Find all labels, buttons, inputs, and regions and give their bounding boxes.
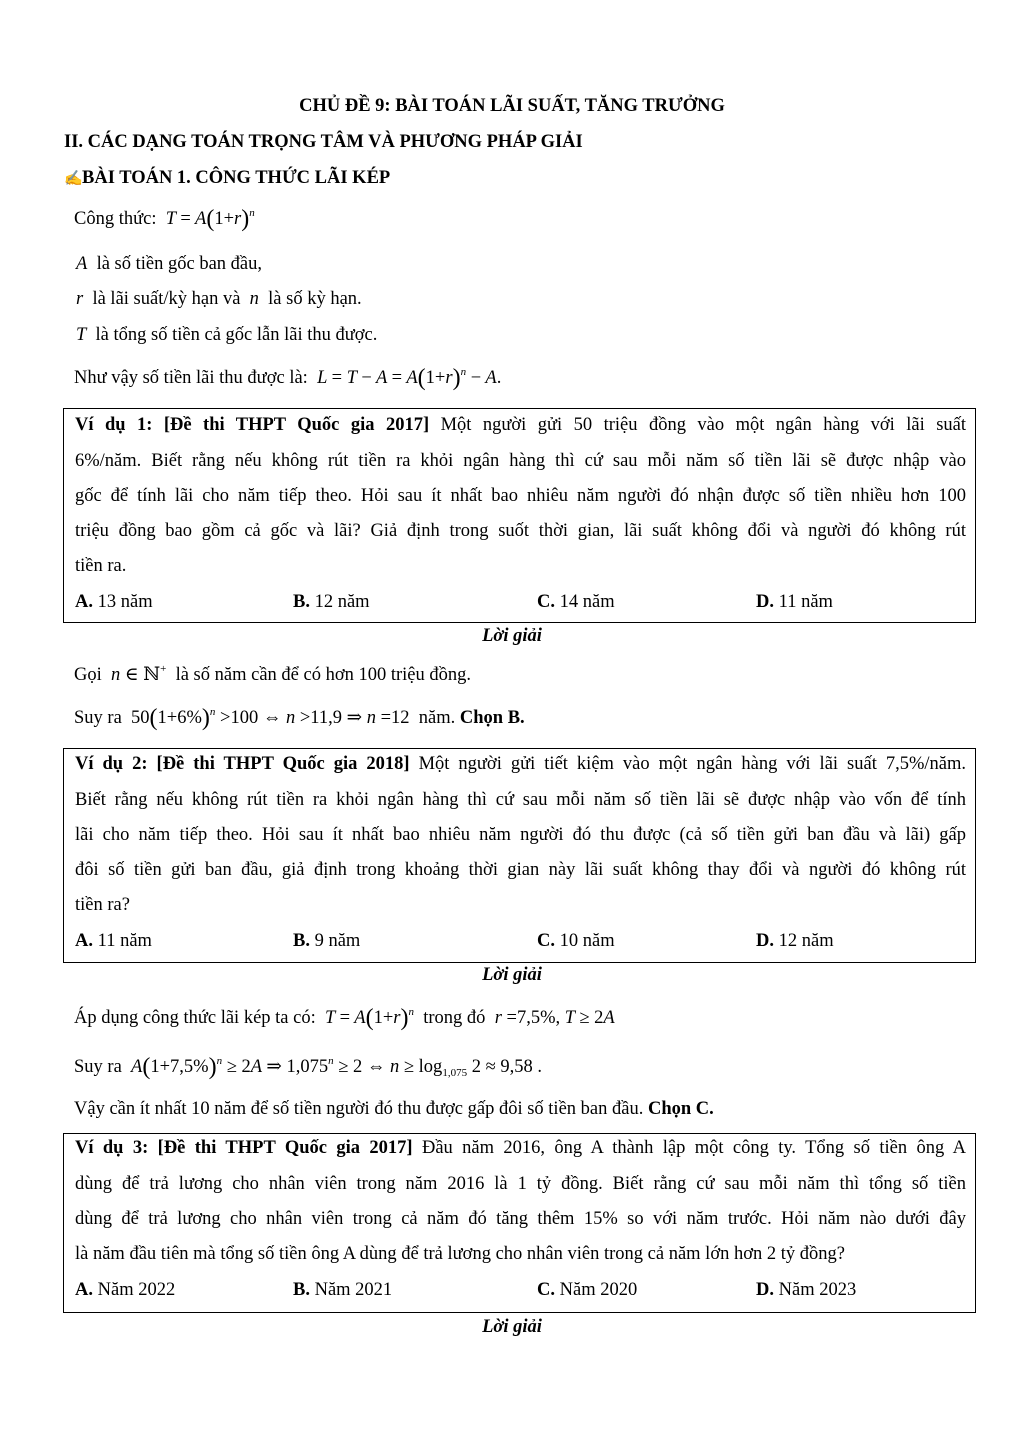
example-2-line-1	[75, 753, 966, 775]
example-2-solution-line-1	[74, 1007, 615, 1029]
formula-line	[74, 208, 255, 230]
example-1-solution-line-2	[74, 707, 525, 729]
interest-formula-line	[74, 367, 501, 389]
example-1-option-a: A. 13 năm	[75, 592, 153, 612]
solution-math: $50(1+6\%)^n >100$ ⇔ n >11,9 ⇒ n =12	[131, 705, 410, 731]
solution-math: n ∈ ℕ+	[106, 663, 167, 685]
example-3-label: Ví dụ 3:	[75, 1138, 149, 1158]
example-2-option-b: B. 9 năm	[293, 931, 361, 951]
answer-choice: Chọn B.	[459, 708, 525, 728]
example-1-solution-line-1	[74, 664, 471, 686]
page-title: CHỦ ĐỀ 9: BÀI TOÁN LÃI SUẤT, TĂNG TRƯỞNG	[299, 96, 725, 116]
example-1-source: [Đề thi THPT Quốc gia 2017]	[163, 415, 430, 435]
pencil-icon: ✍	[64, 171, 83, 187]
example-1-line-1	[75, 414, 966, 436]
definition-r-text: là lãi suất/kỳ hạn và	[92, 289, 241, 309]
example-3-option-b: B. Năm 2021	[293, 1280, 393, 1300]
example-3-option-d: D. Năm 2023	[756, 1280, 857, 1300]
var-r: r	[76, 289, 84, 309]
solution-text: năm.	[418, 708, 456, 728]
subsection-label: BÀI TOÁN 1. CÔNG THỨC LÃI KÉP	[82, 168, 391, 188]
example-3-option-c: C. Năm 2020	[537, 1280, 638, 1300]
solution-text: trong đó	[423, 1008, 486, 1028]
subsection-heading	[64, 167, 390, 190]
example-3-box	[63, 1133, 976, 1313]
example-2-solution-line-2	[74, 1056, 542, 1078]
var-T: T	[76, 325, 87, 345]
example-2-solution-title: Lời giải	[482, 965, 542, 985]
solution-math: $A(1+7,5\%)^n \ge 2A$ ⇒ 1,075$^n$ ≥ 2 ⇔ $n \ge \log_{1,075} 2 \approx 9,58$ .	[126, 1054, 542, 1080]
section-heading: II. CÁC DẠNG TOÁN TRỌNG TÂM VÀ PHƯƠNG PHÁP GIẢI	[64, 132, 583, 152]
definition-A-text: là số tiền gốc ban đầu,	[96, 254, 262, 274]
definition-r-n	[76, 288, 362, 310]
example-1-option-c: C. 14 năm	[537, 592, 615, 612]
example-1-line-5: tiền ra.	[75, 556, 127, 576]
example-3-solution-title: Lời giải	[482, 1317, 542, 1337]
solution-text: Áp dụng công thức lãi kép ta có:	[74, 1008, 316, 1028]
solution-text: Gọi	[74, 665, 102, 685]
example-2-line-3: lãi cho năm tiếp theo. Hỏi sau ít nhất bao nhiêu năm người đó thu được (cả số tiền gửi ban đầu và lãi) gấp	[75, 825, 966, 845]
example-1-line-3: gốc để tính lãi cho năm tiếp theo. Hỏi sau ít nhất bao nhiêu năm người đó nhận được số tiền nhiều hơn 100	[75, 486, 966, 506]
example-1-line-2: 6%/năm. Biết rằng nếu không rút tiền ra khỏi ngân hàng thì cứ sau mỗi năm số tiền lãi sẽ được nhập vào	[75, 451, 966, 471]
definition-n-text: là số kỳ hạn.	[268, 289, 362, 309]
example-3-line-4: là năm đầu tiên mà tổng số tiền ông A dùng để trả lương cho nhân viên trong cả năm lớn hơn 2 tỷ đồng?	[75, 1244, 845, 1264]
example-2-label: Ví dụ 2:	[75, 754, 148, 774]
definition-T	[76, 324, 377, 346]
example-3-line-2: dùng để trả lương cho nhân viên trong năm 2016 là 1 tỷ đồng. Biết rằng cứ sau mỗi năm thì tổng số tiền	[75, 1174, 966, 1194]
var-A: A	[76, 254, 88, 274]
formula-math: $T = A(1+r)^n$	[161, 206, 255, 232]
example-3-source: [Đề thi THPT Quốc gia 2017]	[157, 1138, 413, 1158]
solution-text: Suy ra	[74, 1057, 122, 1077]
example-3-line-3: dùng để trả lương cho nhân viên trong cả năm đó tăng thêm 15% so với năm trước. Hỏi năm nào dưới đây	[75, 1209, 966, 1229]
solution-text: Vậy cần ít nhất 10 năm để số tiền người đó thu được gấp đôi số tiền ban đầu.	[74, 1099, 644, 1119]
example-2-line-5: tiền ra?	[75, 895, 130, 915]
interest-math: $L = T - A = A(1+r)^n - A$.	[312, 365, 502, 391]
example-1-box	[63, 408, 976, 623]
example-1-option-b: B. 12 năm	[293, 592, 370, 612]
example-2-option-a: A. 11 năm	[75, 931, 152, 951]
definition-T-text: là tổng số tiền cả gốc lẫn lãi thu được.	[95, 325, 378, 345]
example-1-label: Ví dụ 1:	[75, 415, 153, 435]
formula-label: Công thức:	[74, 209, 157, 229]
solution-math: $T = A(1+r)^n$	[320, 1005, 414, 1031]
example-1-text: Một người gửi 50 triệu đồng vào một ngân hàng với lãi suất	[440, 415, 966, 435]
example-3-text: Đầu năm 2016, ông A thành lập một công ty. Tổng số tiền ông A	[421, 1138, 966, 1158]
definition-A	[76, 253, 262, 275]
var-n: n	[249, 289, 259, 309]
answer-choice: Chọn C.	[647, 1099, 714, 1119]
example-1-solution-title: Lời giải	[482, 626, 542, 646]
example-2-source: [Đề thi THPT Quốc gia 2018]	[156, 754, 410, 774]
example-2-text: Một người gửi tiết kiệm vào một ngân hàng với lãi suất 7,5%/năm.	[418, 754, 966, 774]
example-2-line-4: đôi số tiền gửi ban đầu, giả định trong khoảng thời gian này lãi suất không thay đổi và người đó không rút	[75, 860, 966, 880]
example-1-option-d: D. 11 năm	[756, 592, 833, 612]
example-2-option-c: C. 10 năm	[537, 931, 615, 951]
example-2-solution-line-3	[74, 1098, 714, 1120]
solution-text: Suy ra	[74, 708, 122, 728]
example-2-line-2: Biết rằng nếu không rút tiền ra khỏi ngân hàng thì cứ sau mỗi năm số tiền lãi sẽ được nhập vào vốn để tính	[75, 790, 966, 810]
solution-math: r =7,5%, T ≥ 2A	[490, 1008, 615, 1028]
example-3-line-1	[75, 1137, 966, 1159]
example-3-option-a: A. Năm 2022	[75, 1280, 176, 1300]
example-1-line-4: triệu đồng bao gồm cả gốc và lãi? Giả định trong suốt thời gian, lãi suất không đổi và người đó không rút	[75, 521, 966, 541]
solution-text: là số năm cần để có hơn 100 triệu đồng.	[175, 665, 472, 685]
example-2-option-d: D. 12 năm	[756, 931, 834, 951]
example-2-box	[63, 748, 976, 963]
interest-label: Như vậy số tiền lãi thu được là:	[74, 368, 308, 388]
